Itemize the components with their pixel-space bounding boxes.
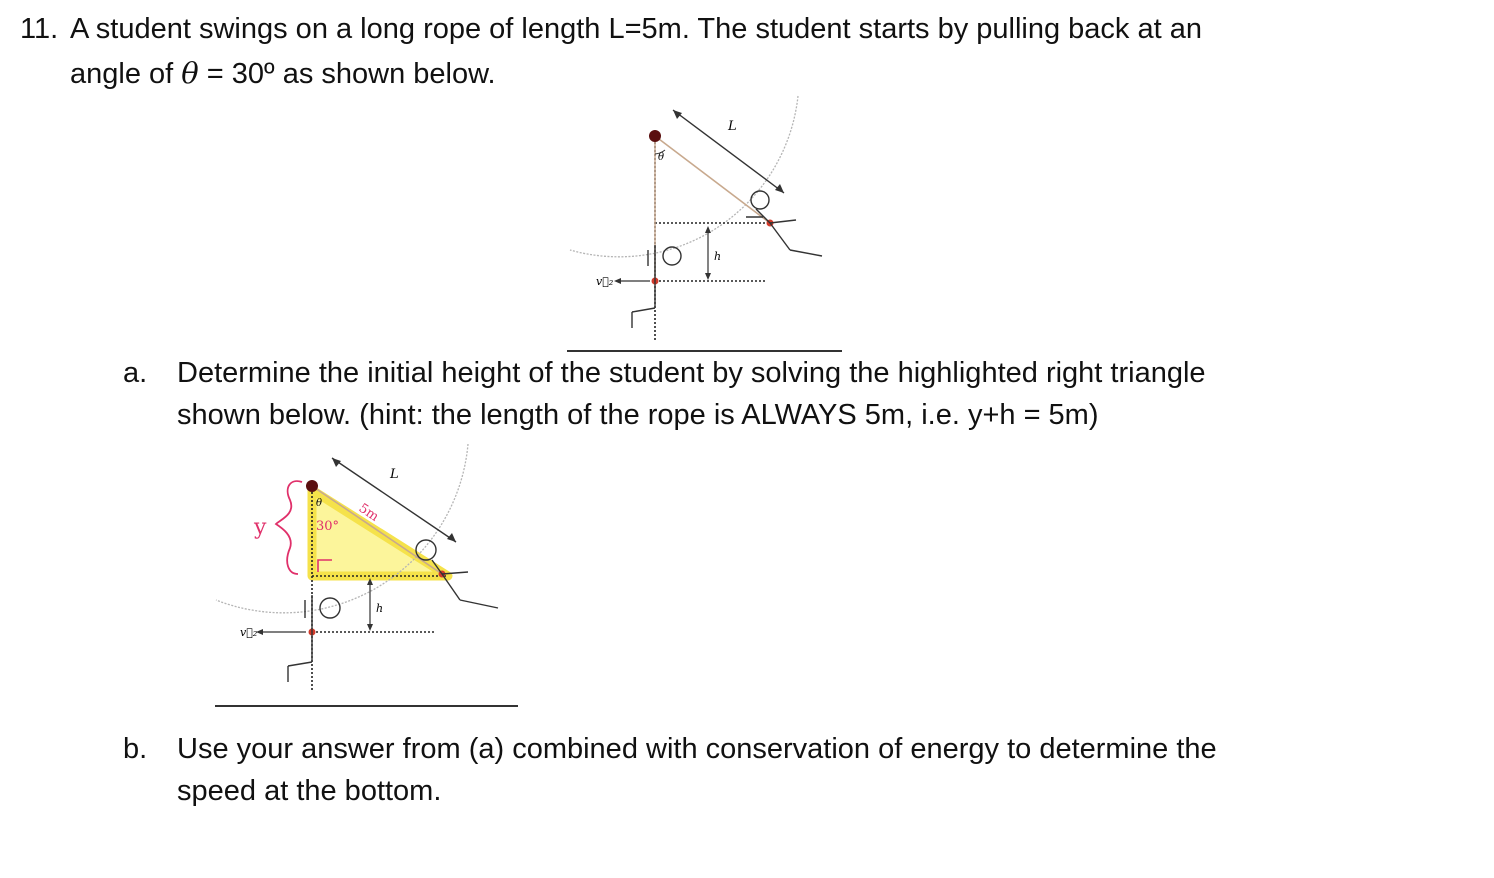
question-text-line-1: A student swings on a long rope of length L=5m. The student starts by pulling back at an xyxy=(70,13,1202,45)
pivot-point xyxy=(306,480,318,492)
length-label: L xyxy=(728,119,737,134)
angle-equation: = 30º xyxy=(198,58,275,90)
figure-1-baseline xyxy=(567,350,842,352)
figure-2-baseline xyxy=(215,705,518,707)
pivot-point xyxy=(649,130,661,142)
swing-arc xyxy=(570,96,798,257)
theta-symbol: θ xyxy=(181,56,199,90)
pendulum-figure-2 xyxy=(210,440,510,710)
velocity-label: v⃗₂ xyxy=(240,626,258,639)
rope-released xyxy=(655,136,770,223)
question-text-line-2 xyxy=(70,56,496,91)
pendulum-figure-1 xyxy=(560,90,850,360)
part-b-label: b. xyxy=(123,733,148,765)
handwritten-length: 5m xyxy=(355,500,382,525)
theta-label: θ xyxy=(658,152,665,163)
handwritten-angle: 30° xyxy=(316,519,340,534)
theta-label: θ xyxy=(316,498,323,509)
question-line2-start: angle of xyxy=(70,58,182,90)
part-a-text-line-1: Determine the initial height of the student by solving the highlighted right triangle xyxy=(177,357,1206,389)
handwritten-y: y xyxy=(254,515,267,540)
question-line2-end: as shown below. xyxy=(274,58,496,90)
part-b-text-line-1: Use your answer from (a) combined with conservation of energy to determine the xyxy=(177,733,1217,765)
length-label: L xyxy=(390,467,399,482)
student-bottom-figure xyxy=(632,245,681,328)
handwritten-brace xyxy=(276,481,302,574)
part-b-text-line-2: speed at the bottom. xyxy=(177,775,442,807)
student-bottom-figure xyxy=(288,595,340,682)
student-released-figure xyxy=(746,191,822,256)
question-number: 11. xyxy=(20,13,59,45)
height-label: h xyxy=(714,250,722,263)
part-a-text-line-2: shown below. (hint: the length of the rope is ALWAYS 5m, i.e. y+h = 5m) xyxy=(177,399,1099,431)
part-a-label: a. xyxy=(123,357,148,389)
velocity-label: v⃗₂ xyxy=(596,275,614,288)
height-label: h xyxy=(376,602,384,615)
